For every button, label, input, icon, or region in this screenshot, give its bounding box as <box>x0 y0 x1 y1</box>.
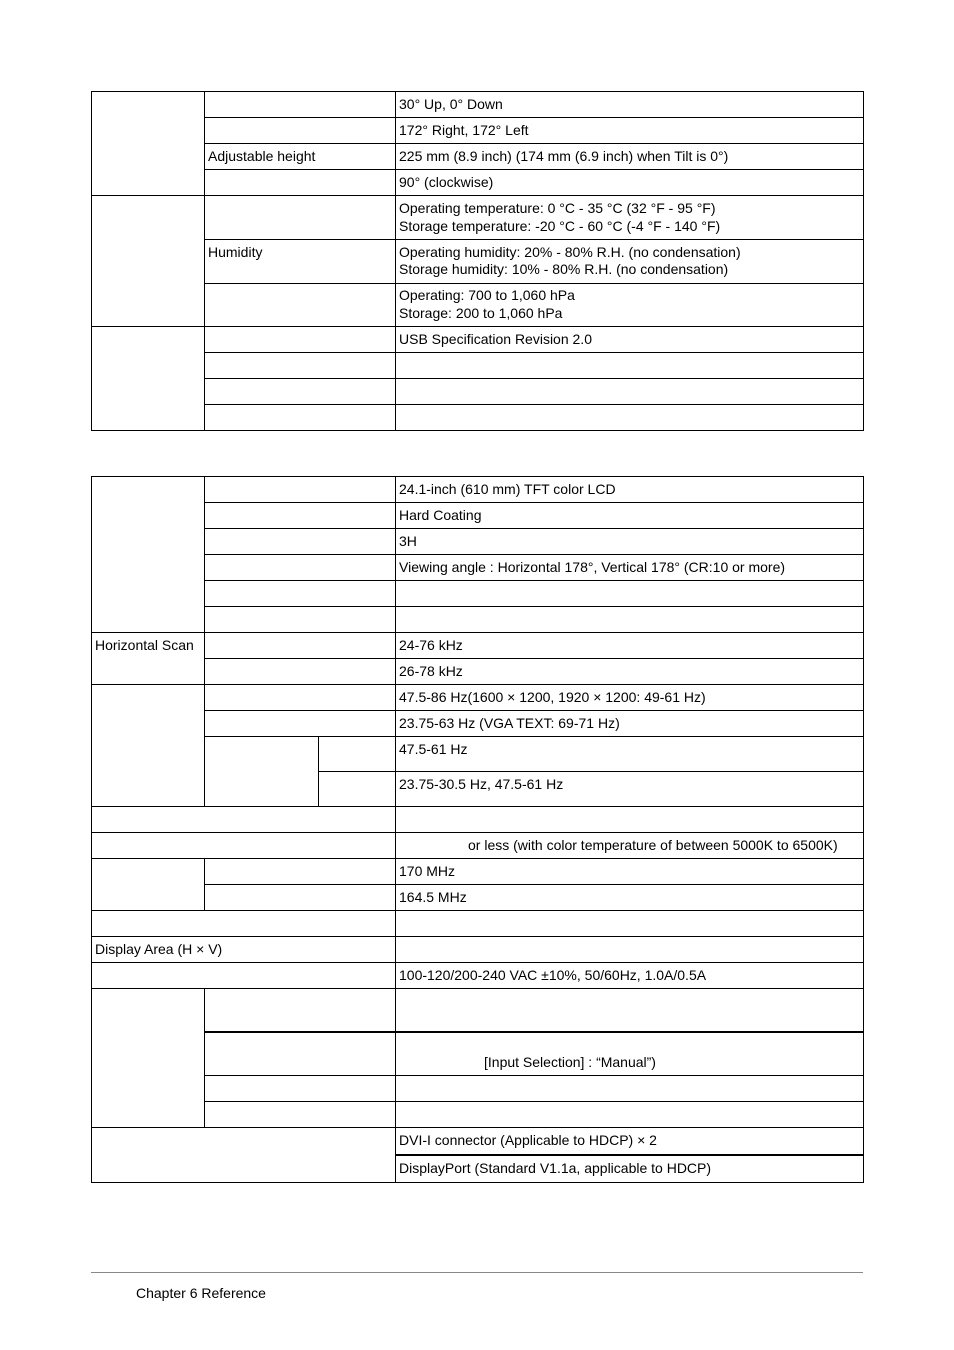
dot-clock-value-1: 170 MHz <box>399 863 456 879</box>
footer-chapter-label: Chapter 6 Reference <box>136 1285 266 1301</box>
table-divider <box>91 1127 864 1128</box>
table-divider <box>318 736 319 806</box>
table-divider <box>204 169 864 170</box>
table-divider <box>204 283 864 284</box>
tilt-value: 30° Up, 0° Down <box>399 96 503 112</box>
lcd-size-value: 24.1-inch (610 mm) TFT color LCD <box>399 481 616 497</box>
input-connector-value-2: DisplayPort (Standard V1.1a, applicable to HDCP) <box>399 1160 712 1176</box>
table-divider <box>395 476 396 1183</box>
table-divider <box>91 806 864 807</box>
vscan-value-3: 47.5-61 Hz <box>399 741 468 757</box>
table-divider <box>204 1101 864 1102</box>
table-divider <box>204 858 205 910</box>
input-connector-value-1: DVI-I connector (Applicable to HDCP) × 2 <box>399 1132 657 1148</box>
temperature-line-2: Storage temperature: -20 °C - 60 °C (-4 °F - 140 °F) <box>399 218 721 234</box>
power-supply-value: 100-120/200-240 VAC ±10%, 50/60Hz, 1.0A/0.5A <box>399 967 707 983</box>
surface-hardness-value: 3H <box>399 533 417 549</box>
table-divider <box>204 884 864 885</box>
table-divider <box>395 1154 864 1156</box>
table-divider <box>91 858 864 859</box>
table-divider <box>204 528 864 529</box>
table-divider <box>204 117 864 118</box>
humidity-label: Humidity <box>208 244 263 260</box>
pressure-line-1: Operating: 700 to 1,060 hPa <box>399 287 575 303</box>
table-divider <box>204 239 864 240</box>
table-border <box>863 91 864 431</box>
usb-standard-value: USB Specification Revision 2.0 <box>399 331 592 347</box>
table-border <box>91 476 864 477</box>
rotation-value: 90° (clockwise) <box>399 174 494 190</box>
table-divider <box>204 1031 864 1033</box>
pressure-line-2: Storage: 200 to 1,060 hPa <box>399 305 563 321</box>
table-divider <box>204 378 864 379</box>
input-selection-note: [Input Selection] : “Manual”) <box>484 1054 656 1070</box>
table-divider <box>204 404 864 405</box>
hscan-value-1: 24-76 kHz <box>399 637 463 653</box>
table-divider <box>204 476 205 806</box>
table-border <box>863 476 864 1183</box>
table-divider <box>204 988 205 1127</box>
table-divider <box>204 658 864 659</box>
table-border <box>91 430 864 431</box>
table-divider <box>204 554 864 555</box>
table-divider <box>204 710 864 711</box>
table-divider <box>91 988 864 989</box>
table-divider <box>91 326 864 327</box>
adjustable-height-value: 225 mm (8.9 inch) (174 mm (6.9 inch) when Tilt is 0°) <box>399 148 729 164</box>
surface-treatment-value: Hard Coating <box>399 507 482 523</box>
display-area-label: Display Area (H × V) <box>95 941 223 957</box>
table-divider <box>395 91 396 431</box>
table-divider <box>204 143 864 144</box>
table-divider <box>91 684 864 685</box>
table-divider <box>91 910 864 911</box>
table-divider <box>204 580 864 581</box>
table-divider <box>91 936 864 937</box>
footer-divider <box>91 1272 863 1273</box>
vscan-value-1: 47.5-86 Hz(1600 × 1200, 1920 × 1200: 49-61 Hz) <box>399 689 706 705</box>
adjustable-height-label: Adjustable height <box>208 148 316 164</box>
temperature-line-1: Operating temperature: 0 °C - 35 °C (32 °F - 95 °F) <box>399 200 716 216</box>
table-divider <box>204 91 205 431</box>
vscan-value-2: 23.75-63 Hz (VGA TEXT: 69-71 Hz) <box>399 715 620 731</box>
table-divider <box>204 606 864 607</box>
table-divider <box>318 771 864 772</box>
dot-clock-value-2: 164.5 MHz <box>399 889 467 905</box>
color-temperature-note: or less (with color temperature of between 5000K to 6500K) <box>468 837 838 853</box>
table-divider <box>204 502 864 503</box>
table-divider <box>91 832 864 833</box>
table-divider <box>204 352 864 353</box>
vscan-value-4: 23.75-30.5 Hz, 47.5-61 Hz <box>399 776 564 792</box>
swivel-value: 172° Right, 172° Left <box>399 122 529 138</box>
table-divider <box>91 632 864 633</box>
table-divider <box>91 195 864 196</box>
table-border <box>91 476 92 1183</box>
table-border <box>91 91 864 92</box>
horizontal-scan-label: Horizontal Scan <box>95 637 194 653</box>
hscan-value-2: 26-78 kHz <box>399 663 463 679</box>
table-divider <box>204 1075 864 1076</box>
humidity-line-2: Storage humidity: 10% - 80% R.H. (no condensation) <box>399 261 729 277</box>
table-border <box>91 1182 864 1183</box>
table-divider <box>204 736 864 737</box>
table-border <box>91 91 92 431</box>
humidity-line-1: Operating humidity: 20% - 80% R.H. (no condensation) <box>399 244 741 260</box>
viewing-angle-value: Viewing angle : Horizontal 178°, Vertical 178° (CR:10 or more) <box>399 559 786 575</box>
table-divider <box>91 962 864 963</box>
